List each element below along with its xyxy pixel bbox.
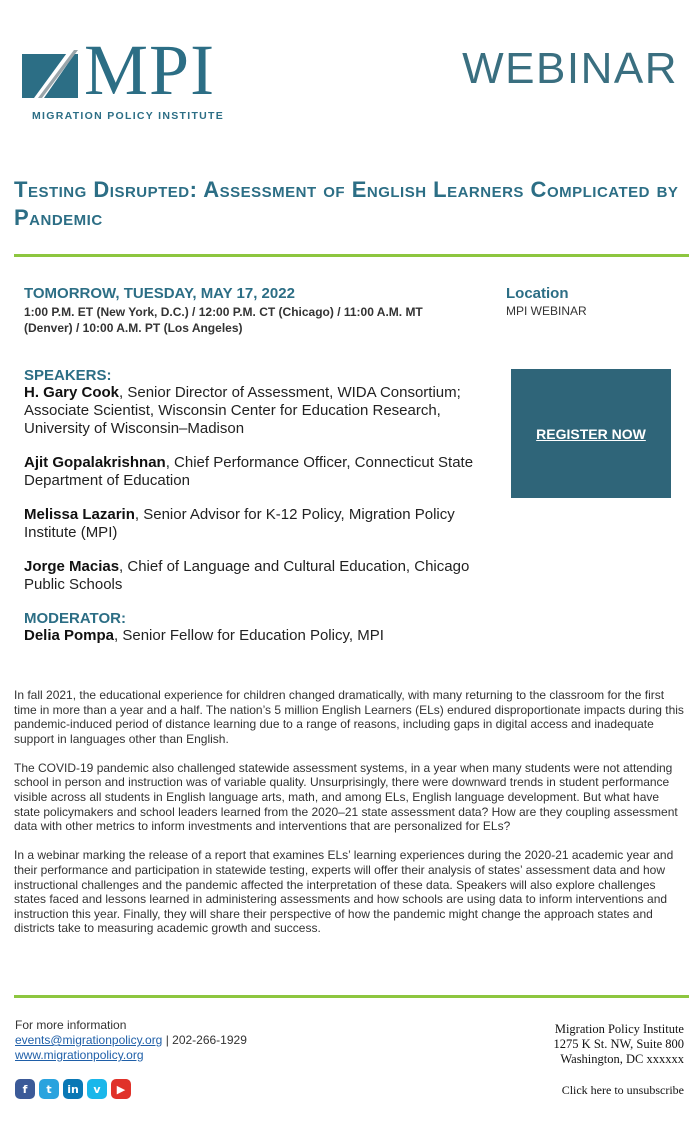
description-paragraph: In a webinar marking the release of a report that examines ELs’ learning experiences during the 2020-21 academic year and their performance and participation in statewide testing, experts will offer their analysis of states’ assessment data and how instructional challenges and the pandemic affected the interpretation of these data. Speakers will also explore challenges states faced and lessons learned in administering assessments and how schools are using data to inform interventions and instruction this year. Finally, they will share their perspective of how the pandemic might change the approach states and districts take to measuring academic growth and success. [14,848,674,936]
speaker-desc: , Senior Director of Assessment, WIDA Consortium; Associate Scientist, Wisconsin Center for Education Research, University of Wisconsin–Madison [24,384,461,437]
speaker-desc: , Chief Performance Officer, Connecticut State Department of Education [24,454,474,489]
unsubscribe-link[interactable]: Click here to unsubscribe [561,1083,684,1097]
location-label: Location [506,285,569,302]
twitter-icon[interactable]: t [39,1079,59,1099]
event-description [14,688,686,950]
speaker-item [24,558,494,594]
moderator-desc: , Senior Fellow for Education Policy, MPI [114,627,384,644]
speaker-name: H. Gary Cook [24,384,120,401]
register-now-button[interactable] [511,369,671,498]
description-paragraph: The COVID-19 pandemic also challenged statewide assessment systems, in a year when many students were not attending school in person and instruction was of variable quality. Unsurprisingly, there were downward trends in student performance visible across all students in English language arts, math, and among ELs, English language development. But what have state policymakers and school leaders learned from the 2020–21 state assessment data? How are they coupling assessment data with other metrics to inform investments and interventions that are personalized for ELs? [14,760,678,834]
event-title: Testing Disrupted: Assessment of English Learners Complicated by Pandemic [14,177,679,230]
speakers-label: SPEAKERS: [24,367,112,384]
speaker-item [24,506,494,542]
more-info-label: For more information [15,1018,127,1032]
speakers-section [24,367,494,661]
header [0,0,700,140]
bottom-divider [14,995,689,998]
mpi-logo[interactable] [16,30,256,124]
speaker-item [24,454,494,490]
address-line-1: 1275 K St. NW, Suite 800 [553,1037,684,1051]
speaker-name: Ajit Gopalakrishnan [24,454,166,471]
speaker-desc: , Senior Advisor for K-12 Policy, Migration Policy Institute (MPI) [24,506,455,541]
speaker-item [24,384,494,438]
location-value: MPI WEBINAR [506,304,587,318]
logo-mark-icon [16,44,86,102]
social-links [15,1079,131,1099]
logo-text: MPI [84,30,216,110]
top-divider [14,254,689,257]
event-time: 1:00 P.M. ET (New York, D.C.) / 12:00 P.M. CT (Chicago) / 11:00 A.M. MT (Denver) / 10:00 A.M. PT (Los Angeles) [24,305,423,335]
phone-number: | 202-266-1929 [162,1033,247,1047]
speaker-name: Jorge Macias [24,558,120,575]
website-link[interactable]: www.migrationpolicy.org [15,1048,144,1062]
youtube-icon[interactable]: ▶ [111,1079,131,1099]
address-line-2: Washington, DC xxxxxx [560,1052,684,1066]
register-now-label[interactable]: REGISTER NOW [536,425,646,442]
contact-info [15,1018,247,1063]
postal-address [554,1022,684,1067]
description-paragraph: In fall 2021, the educational experience for children changed dramatically, with many returning to the classroom for the first time in more than a year and a half. The nation’s 5 million English Learners (ELs) endured disproportionate impacts during this pandemic-induced period of distance learning due to a range of reasons, including gaps in digital access and inadequate support in languages other than English. [14,688,684,746]
facebook-icon[interactable]: f [15,1079,35,1099]
speaker-name: Melissa Lazarin [24,506,135,523]
moderator-name: Delia Pompa [24,627,115,644]
speaker-desc: , Chief of Language and Cultural Education, Chicago Public Schools [24,558,470,593]
moderator-item [24,627,494,645]
vimeo-icon[interactable]: v [87,1079,107,1099]
linkedin-icon[interactable]: in [63,1079,83,1099]
event-date: TOMORROW, TUESDAY, MAY 17, 2022 [24,285,295,302]
webinar-label: WEBINAR [462,44,678,93]
org-name: Migration Policy Institute [554,1022,684,1036]
logo-subtitle: MIGRATION POLICY INSTITUTE [32,110,225,122]
email-link[interactable]: events@migrationpolicy.org [15,1033,163,1047]
moderator-label: MODERATOR: [24,610,126,627]
